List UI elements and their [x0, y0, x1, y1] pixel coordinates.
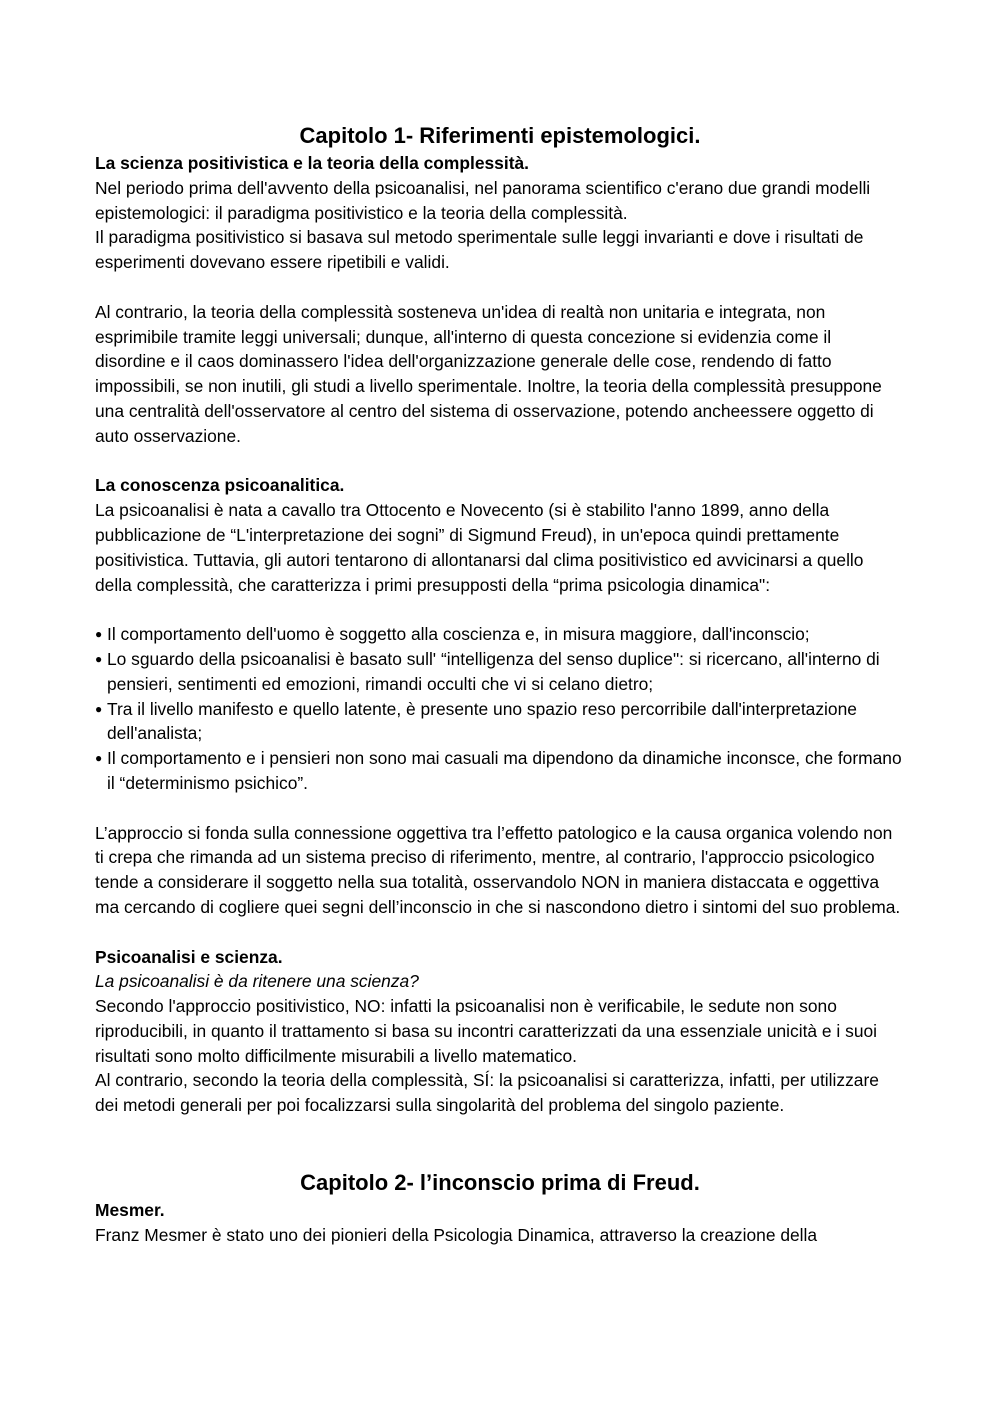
document-body: [95, 121, 905, 1248]
bullet-icon: ●: [95, 701, 103, 716]
paragraph: Il paradigma positivistico si basava sul metodo sperimentale sulle leggi invarianti e dove i risultati de esperimenti dovevano essere ripetibili e validi.: [95, 227, 864, 273]
list-item-text: Lo sguardo della psicoanalisi è basato sull' “intelligenza del senso duplice": si ricercano, all'interno di pensieri, sentimenti ed emozioni, rimandi occulti che vi si celano dietro;: [107, 648, 880, 694]
bullet-list: [95, 622, 905, 796]
section-question: La psicoanalisi è da ritenere una scienza?: [95, 971, 419, 992]
list-item-text: Il comportamento e i pensieri non sono mai casuali ma dipendono da dinamiche inconsce, che formano il “determinismo psichico”.: [107, 748, 902, 793]
list-item: [95, 746, 905, 796]
paragraph: Nel periodo prima dell'avvento della psicoanalisi, nel panorama scientifico c'erano due grandi modelli epistemologici: il paradigma positivistico e la teoria della complessità.: [95, 177, 871, 223]
section-heading-psicoanalisi-scienza: Psicoanalisi e scienza.: [95, 946, 283, 967]
paragraph: Al contrario, secondo la teoria della complessità, SÍ: la psicoanalisi si caratterizza, infatti, per utilizzare dei metodi generali per poi focalizzarsi sulla singolarità del problema del singolo paziente.: [95, 1070, 879, 1116]
bullet-icon: ●: [95, 651, 103, 666]
bullet-icon: ●: [95, 751, 103, 766]
paragraph: Secondo l'approccio positivistico, NO: infatti la psicoanalisi non è verificabile, le sedute non sono riproducibili, in quanto il trattamento si basa su incontri caratterizzati da una essenziale unicità e i suoi risultati sono molto difficilmente misurabili a livello matematico.: [95, 996, 878, 1066]
section-heading-conoscenza-psicoanalitica: La conoscenza psicoanalitica.: [95, 475, 345, 496]
paragraph: Franz Mesmer è stato uno dei pionieri della Psicologia Dinamica, attraverso la creazione della: [95, 1224, 818, 1245]
paragraph: Al contrario, la teoria della complessità sosteneva un'idea di realtà non unitaria e integrata, non esprimibile tramite leggi universali; dunque, all'interno di questa concezione si evidenzia come il disordine e il caos dominassero l'idea dell'organizzazione generale delle cose, rendendo di fatto impossibili, se non inutili, gli studi a livello sperimentale. Inoltre, la teoria della complessità presuppone una centralità dell'osservatore al centro del sistema di osservazione, potendo ancheessere oggetto di auto osservazione.: [95, 301, 882, 446]
chapter-2-title: Capitolo 2- l’inconscio prima di Freud.: [300, 1170, 700, 1196]
section-heading-scienza-positivistica: La scienza positivistica e la teoria della complessità.: [95, 153, 529, 173]
list-item: [95, 697, 905, 747]
bullet-icon: ●: [95, 627, 103, 642]
list-item-text: Tra il livello manifesto e quello latente, è presente uno spazio reso percorribile dall'interpretazione dell'analista;: [107, 698, 857, 744]
chapter-1-title: Capitolo 1- Riferimenti epistemologici.: [299, 123, 701, 148]
paragraph: La psicoanalisi è nata a cavallo tra Ottocento e Novecento (si è stabilito l'anno 1899, anno della pubblicazione de “L'interpretazione dei sogni” di Sigmund Freud), in un'epoca quindi prettamente positivistica. Tuttavia, gli autori tentarono di allontanarsi dal clima positivistico ed avvicinarsi a quello della complessità, che caratterizza i primi presupposti della “prima psicologia dinamica":: [95, 500, 864, 595]
list-item: [95, 622, 905, 647]
paragraph: L’approccio si fonda sulla connessione oggettiva tra l’effetto patologico e la causa organica volendo non ti crepa che rimanda ad un sistema preciso di riferimento, mentre, al contrario, l'approccio psicologico tende a considerare il soggetto nella sua totalità, osservandolo NON in maniera distaccata e oggettiva ma cercando di cogliere quei segni dell’inconscio in che si nascondono dietro i sintomi del suo problema.: [95, 822, 901, 917]
list-item: [95, 647, 905, 697]
section-heading-mesmer: Mesmer.: [95, 1200, 165, 1221]
list-item-text: Il comportamento dell'uomo è soggetto alla coscienza e, in misura maggiore, dall'inconscio;: [107, 624, 810, 645]
